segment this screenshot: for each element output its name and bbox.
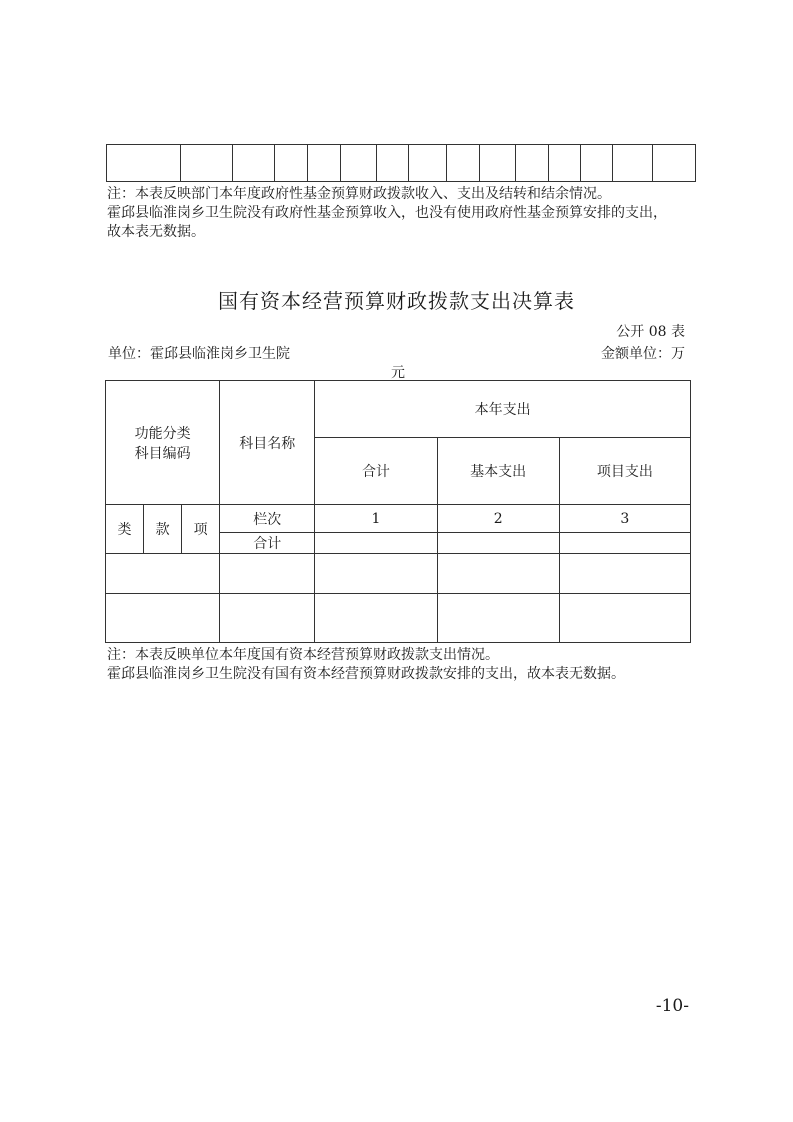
page-number: -10-: [655, 996, 689, 1016]
current-year-expense-header: 本年支出: [315, 381, 691, 438]
table-row: [106, 594, 691, 643]
note-line1: 注：本表反映单位本年度国有资本经营预算财政拨款支出情况。: [107, 647, 499, 663]
table-row: [107, 145, 696, 182]
form-code: 公开 08 表: [616, 324, 685, 340]
prev-note-line2: 霍邱县临淮岗乡卫生院没有政府性基金预算收入，也没有使用政府性基金预算安排的支出，: [107, 205, 667, 221]
note-line2: 霍邱县临淮岗乡卫生院没有国有资本经营预算财政拨款安排的支出，故本表无数据。: [107, 666, 625, 682]
col-number-2: 2: [437, 505, 559, 533]
table-row: [106, 381, 691, 438]
total-row-label: 合计: [220, 533, 315, 554]
column-seq-label: 栏次: [220, 505, 315, 533]
col-number-3: 3: [559, 505, 690, 533]
section-header: 款: [144, 505, 182, 554]
amount-unit-label: 金额单位：万: [601, 346, 685, 362]
col-number-1: 1: [315, 505, 437, 533]
project-expense-header: 项目支出: [559, 438, 690, 505]
subject-name-header: 科目名称: [220, 381, 315, 505]
table-row: [106, 505, 691, 533]
func-class-header: 功能分类 科目编码: [106, 381, 220, 505]
expense-table: [105, 380, 691, 643]
item-header: 项: [182, 505, 220, 554]
unit-label: 单位：霍邱县临淮岗乡卫生院: [108, 346, 290, 362]
total-header: 合计: [315, 438, 437, 505]
prev-note-line3: 故本表无数据。: [107, 224, 205, 240]
prev-note-line1: 注：本表反映部门本年度政府性基金预算财政拨款收入、支出及结转和结余情况。: [107, 186, 611, 202]
amount-unit-continuation: 元: [391, 365, 405, 381]
category-header: 类: [106, 505, 144, 554]
table-row: [106, 554, 691, 594]
basic-expense-header: 基本支出: [437, 438, 559, 505]
previous-table-fragment: [106, 144, 696, 182]
page-title: 国有资本经营预算财政拨款支出决算表: [218, 289, 575, 313]
